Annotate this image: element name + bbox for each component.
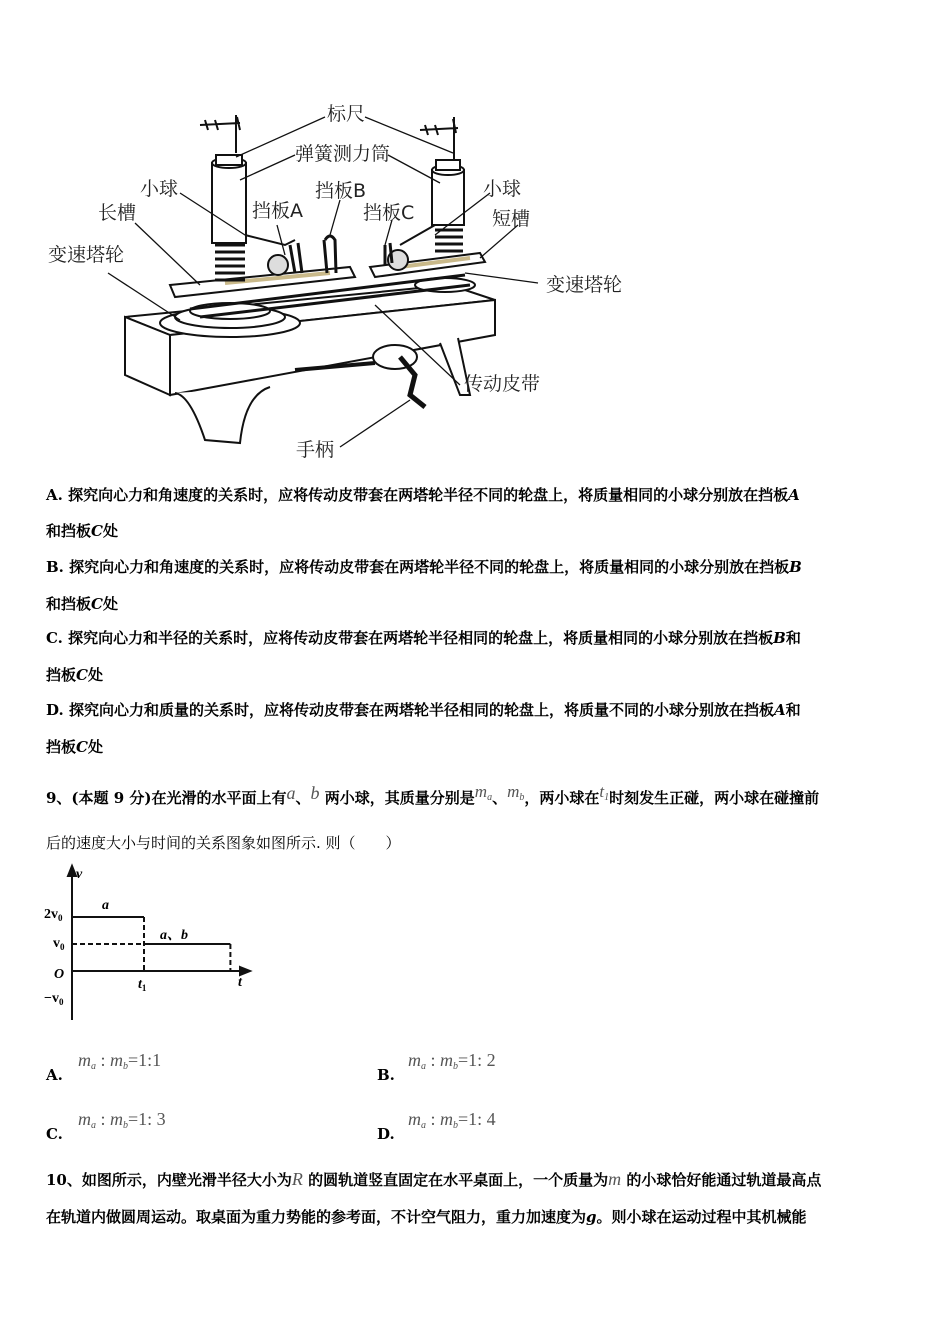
q8-option-d-cont: 挡板C处 xyxy=(46,738,103,756)
board-a xyxy=(290,243,302,273)
crank-wheel xyxy=(373,345,417,369)
q9-option-c-ratio: $m_a$ : $m_b=1$: 3 xyxy=(78,1109,166,1131)
vt-graph xyxy=(40,862,260,1027)
q9-option-a-letter: A. xyxy=(46,1066,63,1084)
q8-option-b: B. 探究向心力和角速度的关系时，应将传动皮带套在两塔轮半径不同的轮盘上，将质量相同的小球分别放在挡板B xyxy=(46,558,802,576)
label-belt: 传动皮带 xyxy=(464,373,541,395)
label-ruler: 标尺 xyxy=(327,103,366,125)
label-ball-left: 小球 xyxy=(140,178,179,200)
q9-option-b-ratio: $m_a$ : $m_b=1$: 2 xyxy=(408,1050,496,1072)
q10-stem: 10、如图所示，内壁光滑半径大小为R 的圆轨道竖直固定在水平桌面上，一个质量为m 的小球恰好能通过轨道最高点 xyxy=(46,1169,822,1189)
board-b xyxy=(324,236,336,273)
q8-option-b-cont: 和挡板C处 xyxy=(46,595,118,613)
label-board-c: 挡板C xyxy=(363,202,415,224)
left-ball xyxy=(268,255,288,275)
series-label-a: a xyxy=(102,898,109,913)
label-ball-right: 小球 xyxy=(483,178,522,200)
q9-option-d-letter: D. xyxy=(377,1125,395,1143)
q8-option-a-cont: 和挡板C处 xyxy=(46,522,118,540)
label-handle: 手柄 xyxy=(296,439,335,461)
q9-option-b-letter: B. xyxy=(377,1066,395,1084)
label-board-b: 挡板B xyxy=(315,180,367,202)
apparatus-figure xyxy=(40,95,660,465)
q9-stem-cont: 后的速度大小与时间的关系图象如图所示. 则（ ） xyxy=(46,834,401,852)
label-spring: 弹簧测力筒 xyxy=(295,143,391,165)
q9-stem: 9、(本题 9 分)在光滑的水平面上有a、b 两小球，其质量分别是$m_a$、$m_b$，两小球在$t_1$时刻发生正碰，两小球在碰撞前 xyxy=(46,782,820,807)
right-spring xyxy=(435,230,463,251)
tick-v0: $v_0$ xyxy=(53,936,65,952)
tick-t1: $t_1$ xyxy=(138,977,147,993)
label-long-groove: 长槽 xyxy=(98,202,137,224)
q8-option-c-cont: 挡板C处 xyxy=(46,666,103,684)
q8-option-c: C. 探究向心力和半径的关系时，应将传动皮带套在两塔轮半径相同的轮盘上，将质量相同的小球分别放在挡板B和 xyxy=(46,629,801,647)
graph-v-label: v xyxy=(76,867,83,882)
q9-option-d-ratio: $m_a$ : $m_b=1$: 4 xyxy=(408,1109,496,1131)
tick-2v0: $2v_0$ xyxy=(44,907,63,923)
series-label-ab: a、b xyxy=(160,928,188,943)
label-pulley-left: 变速塔轮 xyxy=(48,244,125,266)
graph-origin: O xyxy=(54,967,65,982)
table-leg-left xyxy=(175,387,270,443)
q9-option-c-letter: C. xyxy=(46,1125,63,1143)
label-board-a: 挡板A xyxy=(252,200,303,222)
q8-option-d: D. 探究向心力和质量的关系时，应将传动皮带套在两塔轮半径相同的轮盘上，将质量不同的小球分别放在挡板A和 xyxy=(46,701,801,719)
t-axis-arrow xyxy=(240,967,250,975)
left-spring xyxy=(215,245,245,280)
graph-t-label: t xyxy=(238,975,242,990)
tick-neg-v0: $-v_0$ xyxy=(44,991,64,1007)
label-short-groove: 短槽 xyxy=(492,208,531,230)
q9-option-a-ratio: $m_a$ : $m_b=1:1$ xyxy=(78,1050,162,1072)
left-ruler xyxy=(200,115,240,153)
q10-stem-cont: 在轨道内做圆周运动。取桌面为重力势能的参考面，不计空气阻力，重力加速度为g。则小球在运动过程中其机械能 xyxy=(46,1208,807,1226)
q8-option-a: A. 探究向心力和角速度的关系时，应将传动皮带套在两塔轮半径不同的轮盘上，将质量相同的小球分别放在挡板A xyxy=(46,486,800,504)
left-spring-tube xyxy=(212,163,246,243)
v-axis-arrow xyxy=(68,866,76,876)
label-pulley-right: 变速塔轮 xyxy=(546,274,623,296)
